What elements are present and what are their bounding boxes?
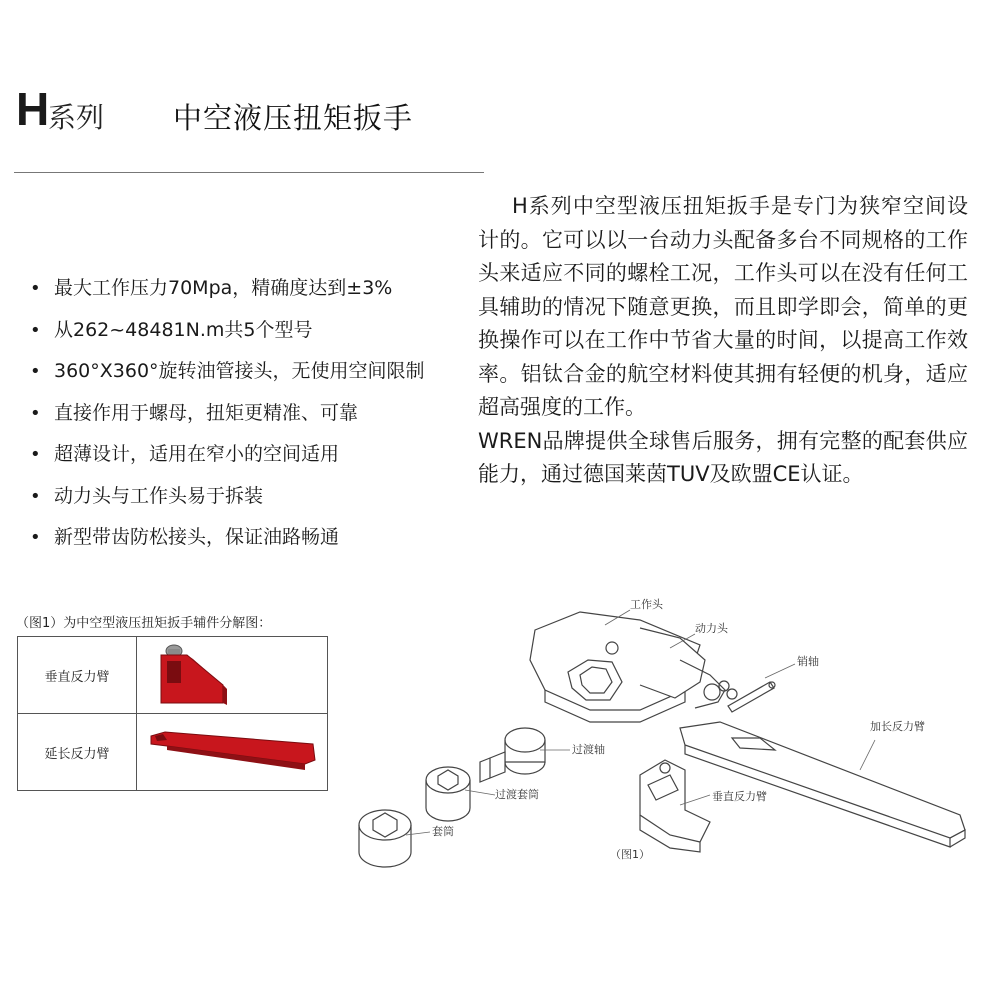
product-description — [478, 190, 968, 492]
exploded-view-drawing — [340, 590, 980, 890]
feature-item: • 360°X360°旋转油管接头，无使用空间限制 — [30, 351, 470, 393]
figure-number: （图1） — [610, 848, 650, 861]
figure-caption: （图1）为中空型液压扭矩扳手辅件分解图： — [16, 616, 272, 631]
accessory-image-cell — [137, 714, 328, 791]
vertical-reaction-arm-image — [137, 637, 327, 709]
label-adapter-socket: 过渡套筒 — [495, 788, 539, 801]
description-paragraph-2: WREN品牌提供全球售后服务，拥有完整的配套供应能力，通过德国莱茵TUV及欧盟CE认证。 — [478, 428, 968, 486]
feature-item: • 超薄设计，适用在窄小的空间适用 — [30, 434, 470, 476]
feature-item: • 从262~48481N.m共5个型号 — [30, 310, 470, 352]
label-extended-arm: 加长反力臂 — [870, 720, 925, 733]
label-socket: 套筒 — [432, 825, 454, 838]
feature-item: • 最大工作压力70Mpa，精确度达到±3% — [30, 268, 470, 310]
label-working-head: 工作头 — [630, 598, 663, 611]
series-code: H — [16, 83, 49, 135]
accessory-image-cell — [137, 637, 328, 714]
adapter-socket-drawing — [426, 767, 470, 821]
table-row — [18, 714, 328, 791]
extended-arm-drawing — [680, 722, 965, 847]
feature-list — [30, 268, 470, 559]
accessories-table — [17, 636, 328, 791]
feature-item: • 新型带齿防松接头，保证油路畅通 — [30, 517, 470, 559]
page-title: 中空液压扭矩扳手 — [173, 101, 414, 135]
series-label: 系列 — [48, 101, 105, 134]
label-pin: 销轴 — [797, 655, 819, 668]
table-row — [18, 637, 328, 714]
label-vertical-arm: 垂直反力臂 — [712, 790, 767, 803]
label-adapter-shaft: 过渡轴 — [572, 743, 605, 756]
header-divider — [14, 172, 484, 173]
adapter-shaft-drawing — [480, 728, 545, 782]
pin-drawing — [728, 682, 775, 712]
socket-drawing — [359, 810, 411, 867]
description-paragraph-1: H系列中空型液压扭矩扳手是专门为狭窄空间设计的。它可以以一台动力头配备多台不同规格的工作头来适应不同的螺栓工况，工作头可以在没有任何工具辅助的情况下随意更换，而且即学即会，简单的更换操作可以在工作中节省大量的时间，以提高工作效率。铝钛合金的航空材料使其拥有轻便的机身，适应超高强度的工作。 — [478, 194, 968, 419]
accessory-label: 垂直反力臂 — [18, 637, 137, 714]
feature-item: • 动力头与工作头易于拆装 — [30, 476, 470, 518]
feature-item: • 直接作用于螺母，扭矩更精准、可靠 — [30, 393, 470, 435]
accessory-label: 延长反力臂 — [18, 714, 137, 791]
extended-reaction-arm-image — [137, 714, 327, 786]
label-power-head: 动力头 — [695, 622, 728, 635]
vertical-arm-drawing — [640, 760, 710, 852]
